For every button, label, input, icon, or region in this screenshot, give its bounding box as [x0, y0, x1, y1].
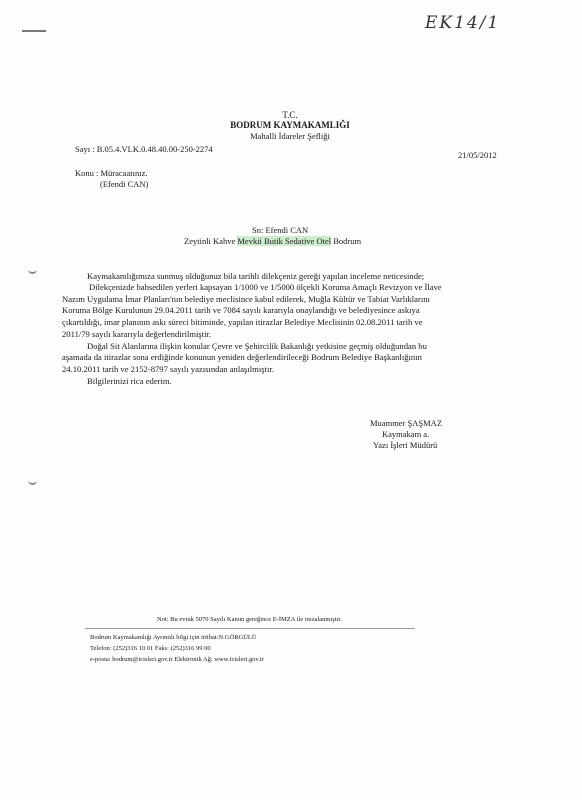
recipient-name: Sn: Efendi CAN [252, 225, 309, 235]
body-line-6: 2011/79 sayılı kararıyla değerlendirilmiştir. [62, 329, 212, 339]
punch-mark-bottom [28, 478, 37, 485]
header-department: Mahalli İdareler Şefliği [250, 131, 330, 141]
header-authority: BODRUM KAYMAKAMLIĞI [230, 120, 350, 130]
subject-name: (Efendi CAN) [100, 179, 149, 189]
body-line-7: Doğal Sit Alanlarına ilişkin konular Çevre ve Şehircilik Bakanlığı yetkisine geçmiş olduğundan bu [87, 341, 427, 351]
footer-rule [85, 628, 415, 629]
signatory-name: Muammer ŞAŞMAZ [370, 418, 443, 428]
signatory-title-2: Yazı İşleri Müdürü [373, 440, 438, 450]
footer-phone: Telefon: (252)316 10 01 Faks: (252)316 99 00 [90, 645, 211, 652]
footer-email: e-posta: bodrum@icisleri.gov.tr Elektronik Ağ: www.icisleri.gov.tr [90, 656, 264, 663]
body-line-5: çıkartıldığı, imar planının askı süreci bitiminde, yapılan itirazlar Belediye Meclisinin 02.08.2011 tarih ve [62, 317, 423, 327]
body-line-9: 24.10.2011 tarih ve 2152-8797 sayılı yazısından anlaşılmıştır. [62, 364, 274, 374]
handwritten-reference: EK14/1 [425, 13, 501, 33]
header-tc: T.C. [282, 110, 298, 120]
body-line-1: Kaymakamlığımıza sunmuş olduğunuz bila tarihli dilekçeniz gereği yapılan inceleme neticesinde; [87, 271, 425, 281]
footer-contact: Bodrum Kaymakamlığı Ayrıntılı bilgi için irtibat:N.GÖRGÜLÜ [90, 634, 257, 641]
recipient-address-highlight: Mevkii Butik Sedative Otel [237, 236, 332, 246]
footer-esignature-note: Not: Bu evrak 5070 Sayılı Kanun gereğince E-İMZA ile imzalanmıştır. [157, 616, 342, 623]
body-line-10: Bilgilerinizi rica ederim. [87, 376, 172, 386]
body-line-8: aşamada da itirazlar sona erdiğinde konunun yeniden değerlendirileceği Bodrum Belediye Başkanlığının [62, 352, 422, 362]
pen-stroke [22, 30, 46, 32]
document-date: 21/05/2012 [458, 150, 497, 160]
body-line-4: Koruma Bölge Kurulunun 29.04.2011 tarih ve 7084 sayılı kararıyla onaylandığı ve belediyesince askıya [62, 305, 420, 315]
recipient-address [184, 236, 361, 246]
subject-line: Konu : Müracaatınız. [75, 168, 148, 178]
reference-number: Sayı : B.05.4.VLK.0.48.40.00-250-2274 [75, 144, 213, 154]
punch-mark-top [28, 267, 37, 274]
recipient-address-prefix: Zeytinli Kahve [184, 236, 238, 246]
body-line-3: Nazım Uygulama İmar Planları'nın belediye meclisince kabul edilerek, Muğla Kültür ve Tabiat Varlıklarını [62, 294, 430, 304]
signatory-title-1: Kaymakam a. [382, 429, 430, 439]
body-line-2: Dilekçenizde bahsedilen yerleri kapsayan 1/1000 ve 1/5000 ölçekli Koruma Amaçlı Revizyon ve İlave [89, 282, 442, 292]
recipient-address-suffix: Bodrum [331, 236, 362, 246]
